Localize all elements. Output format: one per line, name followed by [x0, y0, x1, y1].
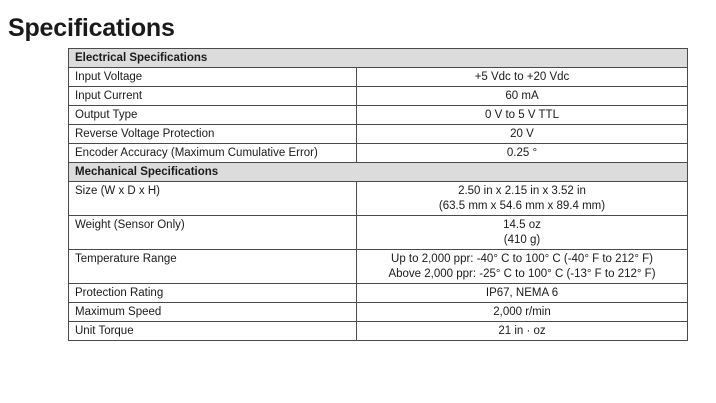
- table-row: [69, 144, 688, 163]
- table-row: [69, 250, 688, 284]
- spec-value-line: Above 2,000 ppr: -25° C to 100° C (-13° F to 212° F): [388, 268, 656, 280]
- spec-value: 20 V: [357, 125, 688, 144]
- table-row: [69, 216, 688, 250]
- spec-label: Reverse Voltage Protection: [69, 125, 357, 144]
- spec-label: Weight (Sensor Only): [69, 216, 357, 250]
- spec-value: 21 in · oz: [357, 322, 688, 341]
- table-row: [69, 125, 688, 144]
- table-row: [69, 284, 688, 303]
- table-row: [69, 106, 688, 125]
- spec-value: +5 Vdc to +20 Vdc: [357, 68, 688, 87]
- spec-label: Input Voltage: [69, 68, 357, 87]
- spec-value: 0.25 °: [357, 144, 688, 163]
- spec-value: [357, 216, 688, 250]
- spec-value-line: 2.50 in x 2.15 in x 3.52 in: [458, 185, 586, 197]
- spec-value: 2,000 r/min: [357, 303, 688, 322]
- spec-value: 60 mA: [357, 87, 688, 106]
- spec-label: Protection Rating: [69, 284, 357, 303]
- spec-value: [357, 182, 688, 216]
- spec-value-line: Up to 2,000 ppr: -40° C to 100° C (-40° F to 212° F): [391, 253, 653, 265]
- spec-label: Maximum Speed: [69, 303, 357, 322]
- mechanical-section-heading: Mechanical Specifications: [69, 163, 688, 182]
- spec-value: [357, 250, 688, 284]
- table-row: [69, 322, 688, 341]
- electrical-section-heading: Electrical Specifications: [69, 49, 688, 68]
- spec-label: Encoder Accuracy (Maximum Cumulative Error): [69, 144, 357, 163]
- spec-value-line: 14.5 oz: [503, 219, 541, 231]
- spec-value-line: (63.5 mm x 54.6 mm x 89.4 mm): [438, 200, 606, 212]
- table-row: [69, 68, 688, 87]
- spec-label: Output Type: [69, 106, 357, 125]
- spec-value: IP67, NEMA 6: [357, 284, 688, 303]
- table-row: [69, 303, 688, 322]
- spec-label: Size (W x D x H): [69, 182, 357, 216]
- spec-label: Input Current: [69, 87, 357, 106]
- spec-label: Unit Torque: [69, 322, 357, 341]
- spec-label: Temperature Range: [69, 250, 357, 284]
- section-header-row: [69, 163, 688, 182]
- page-title: Specifications: [8, 14, 175, 42]
- spec-value: 0 V to 5 V TTL: [357, 106, 688, 125]
- spec-value-line: (410 g): [503, 234, 541, 246]
- table-row: [69, 87, 688, 106]
- specifications-table: [68, 48, 688, 341]
- table-row: [69, 182, 688, 216]
- section-header-row: [69, 49, 688, 68]
